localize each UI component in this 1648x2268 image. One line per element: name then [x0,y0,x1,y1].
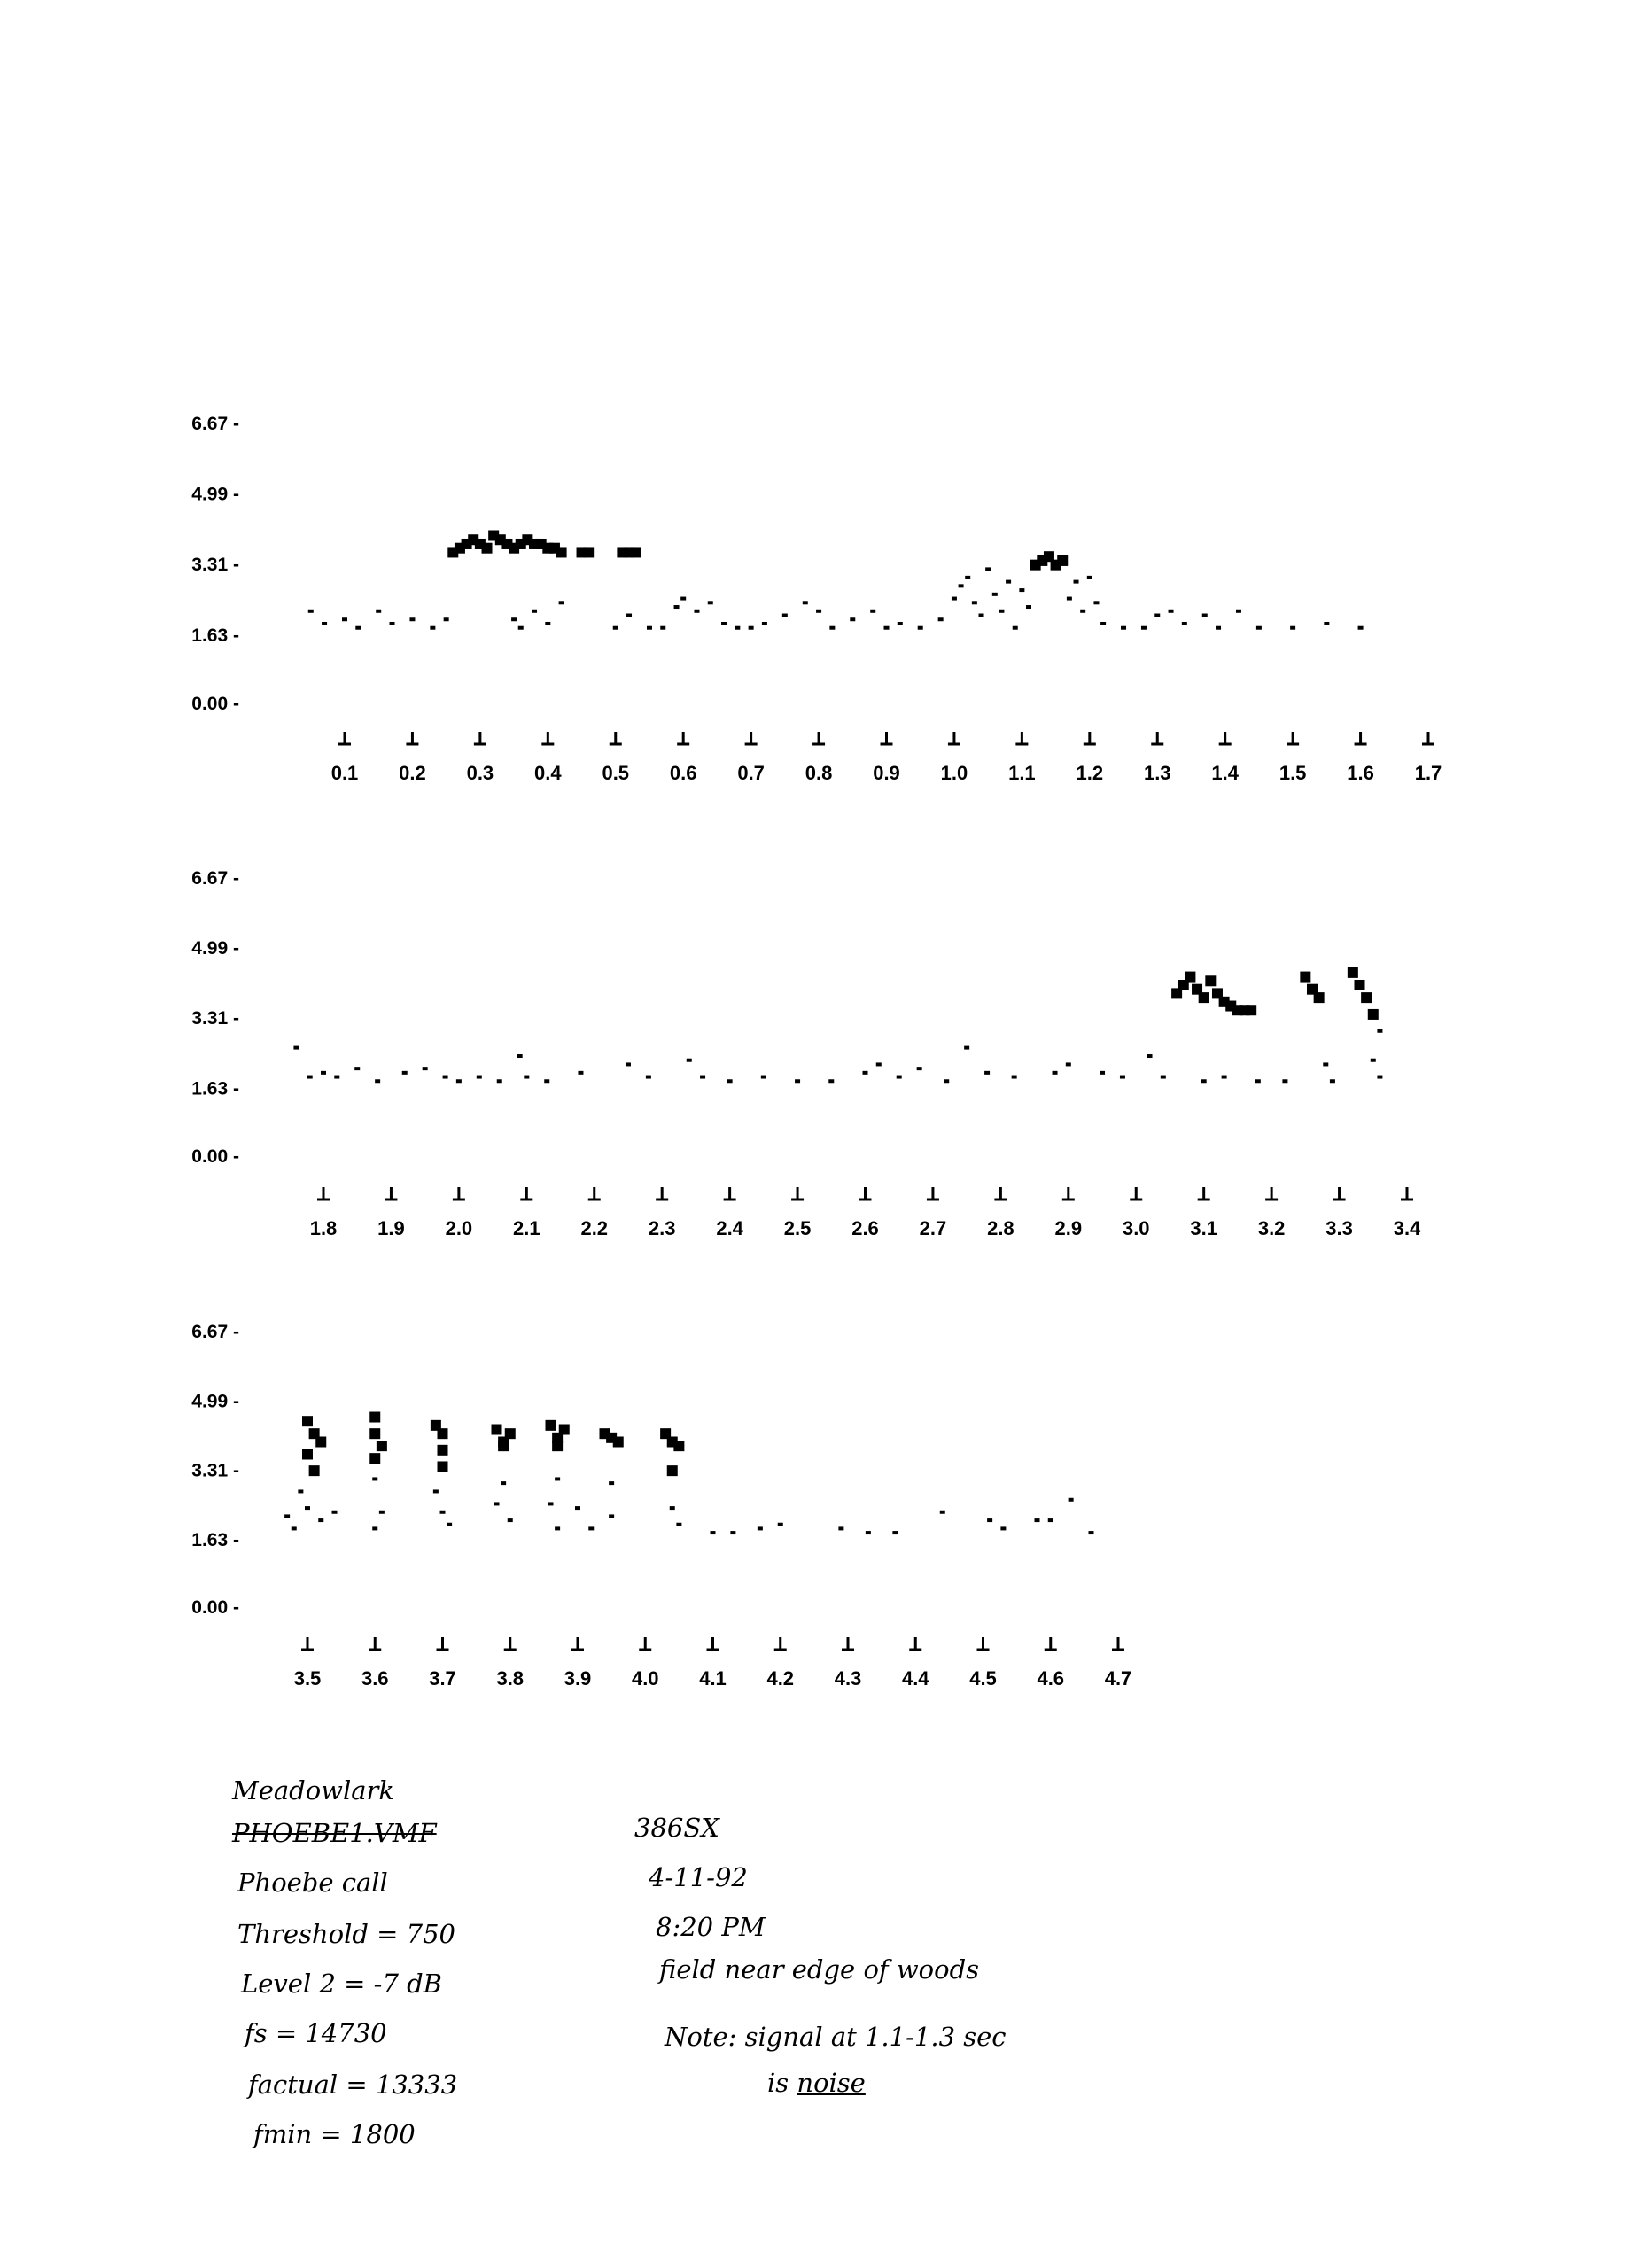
data-point [379,1511,385,1514]
data-point [782,614,788,617]
data-point [430,626,435,630]
note-time: 8:20 PM [656,1912,766,1942]
note-call: Phoebe call [237,1868,388,1898]
data-point [369,1412,380,1423]
data-point [298,1489,303,1493]
data-point [1246,1005,1256,1015]
data-point [1120,1076,1125,1079]
data-point [511,617,517,621]
data-point [548,1502,554,1505]
y-tick-label: 6.67 - [191,414,239,434]
data-point [355,626,361,630]
data-point [354,1067,360,1070]
x-tick-label: 2.7 [919,1217,947,1239]
x-tick-label: 4.7 [1104,1667,1132,1689]
data-point [440,1511,446,1514]
data-point [583,547,594,557]
data-point [334,1076,339,1079]
data-point [1100,1071,1105,1075]
data-point [1057,555,1068,566]
chart-panel-3 [191,1322,1131,1689]
data-point [1087,576,1092,579]
y-tick-label: 6.67 - [191,1322,239,1342]
data-point [762,622,767,625]
data-point [631,547,641,557]
data-point [482,543,493,554]
data-point [964,1046,969,1050]
y-tick-label: 0.00 - [191,1146,239,1167]
note-noise-word: noise [797,2068,866,2098]
data-point [761,1076,766,1079]
data-point [984,1071,990,1075]
x-tick-label: 0.1 [330,762,359,784]
x-tick-label: 3.7 [429,1667,456,1689]
data-point [544,1079,549,1083]
data-point [828,1079,834,1083]
x-tick-label: 3.4 [1393,1217,1421,1239]
data-point [735,626,740,630]
data-point [1100,622,1106,625]
data-point [1354,980,1364,990]
data-point [898,622,903,625]
x-tick-label: 3.8 [496,1667,525,1689]
x-tick-label: 0.9 [873,762,900,784]
data-point [309,1465,320,1476]
y-tick-label: 1.63 - [191,1529,239,1550]
data-point [609,1514,614,1518]
x-tick-label: 3.3 [1325,1217,1353,1239]
note-noise-prefix: is [767,2068,797,2098]
x-tick-label: 0.7 [737,762,765,784]
x-tick-label: 2.6 [851,1217,879,1239]
data-point [838,1526,843,1530]
chart-panel-2 [191,868,1421,1239]
note-factual: factual = 13333 [248,2070,458,2100]
data-point [376,610,381,613]
note-fs: fs = 14730 [245,2018,387,2048]
x-tick-label: 2.1 [513,1217,540,1239]
x-tick-label: 4.6 [1037,1667,1065,1689]
data-point [727,1079,733,1083]
data-point [876,1062,882,1066]
x-tick-label: 1.9 [377,1217,405,1239]
data-point [546,1420,556,1431]
note-struck-filename: PHOEBE1.VMF [232,1818,437,1848]
data-point [302,1449,313,1459]
x-tick-label: 3.6 [361,1667,389,1689]
data-point [1053,1071,1058,1075]
y-tick-label: 1.63 - [191,1078,239,1099]
data-point [985,567,991,571]
data-point [1202,614,1208,617]
x-tick-label: 0.3 [466,762,494,784]
data-point [938,617,944,621]
data-point [673,1441,684,1451]
data-point [1069,1498,1074,1502]
x-tick-label: 0.4 [534,762,562,784]
data-point [730,1531,735,1534]
note-species: Meadowlark [232,1775,394,1806]
data-point [1066,1062,1071,1066]
data-point [477,1076,482,1079]
x-tick-label: 1.2 [1076,762,1104,784]
data-point [1026,605,1031,609]
data-point [292,1526,297,1530]
x-tick-label: 1.7 [1414,762,1442,784]
data-point [1300,972,1310,983]
data-point [795,1079,800,1083]
data-point [892,1531,898,1534]
data-point [305,1506,310,1510]
data-point [1074,580,1079,584]
y-tick-label: 4.99 - [191,1391,239,1412]
data-point [444,617,449,621]
data-point [1089,1531,1094,1534]
data-point [694,610,699,613]
data-point [433,1489,439,1493]
y-tick-label: 0.00 - [191,694,239,714]
data-point [1290,626,1295,630]
data-point [758,1526,763,1530]
data-point [660,626,665,630]
data-point [1324,622,1329,625]
data-point [559,1425,570,1435]
x-tick-label: 2.9 [1054,1217,1083,1239]
note-noise [767,2068,866,2098]
data-point [609,1481,614,1485]
data-point [626,1062,631,1066]
y-tick-label: 0.00 - [191,1597,239,1618]
data-point [1147,1054,1153,1058]
x-tick-label: 2.0 [445,1217,473,1239]
x-tick-label: 3.1 [1190,1217,1217,1239]
data-point [578,1071,583,1075]
data-point [447,1523,452,1526]
data-point [552,1441,563,1451]
data-point [438,1428,448,1439]
data-point [870,610,875,613]
data-point [307,1076,313,1079]
data-point [545,622,550,625]
data-point [708,601,713,604]
data-point [863,1071,868,1075]
data-point [377,1441,387,1451]
data-point [1154,614,1160,617]
data-point [1019,588,1024,592]
data-point [1080,610,1085,613]
x-tick-label: 2.2 [580,1217,609,1239]
note-level: Level 2 = -7 dB [241,1969,442,1999]
data-point [390,622,395,625]
data-point [372,1526,377,1530]
data-point [749,626,754,630]
data-point [498,1441,509,1451]
x-tick-label: 1.3 [1143,762,1171,784]
data-point [501,1481,506,1485]
data-point [803,601,808,604]
data-point [575,1506,580,1510]
data-point [1199,992,1209,1003]
y-tick-label: 1.63 - [191,625,239,646]
data-point [308,610,314,613]
data-point [992,593,998,596]
data-point [1236,610,1241,613]
data-point [369,1428,380,1439]
data-point [613,626,618,630]
data-point [829,626,835,630]
data-point [588,1526,594,1530]
data-point [524,1076,529,1079]
x-tick-label: 3.5 [293,1667,322,1689]
data-point [375,1079,380,1083]
data-point [1182,622,1187,625]
data-point [1006,580,1011,584]
data-point [1377,1076,1382,1079]
data-point [402,1071,408,1075]
data-point [1121,626,1126,630]
data-point [940,1511,945,1514]
x-tick-label: 1.0 [940,762,968,784]
y-tick-label: 4.99 - [191,938,239,959]
note-fmin: fmin = 1800 [253,2119,416,2149]
data-point [409,617,415,621]
data-point [944,1079,949,1083]
x-tick-label: 4.3 [834,1667,862,1689]
y-tick-label: 3.31 - [191,555,239,576]
data-point [884,626,890,630]
data-point [866,1531,871,1534]
y-tick-label: 3.31 - [191,1008,239,1029]
data-point [680,597,686,601]
x-tick-label: 1.8 [309,1217,338,1239]
data-point [670,1506,675,1510]
x-tick-label: 2.5 [783,1217,812,1239]
data-point [972,601,977,604]
data-point [999,610,1004,613]
data-point [438,1445,448,1456]
data-point [1012,1076,1017,1079]
data-point [1358,626,1364,630]
x-tick-label: 0.5 [602,762,630,784]
data-point [1169,610,1174,613]
data-point [438,1461,448,1472]
data-point [700,1076,705,1079]
data-point [443,1076,448,1079]
data-point [959,584,964,587]
data-point [494,1502,500,1505]
x-tick-label: 0.6 [669,762,697,784]
data-point [321,1071,326,1075]
data-point [372,1477,377,1480]
chart-panel-1 [191,414,1442,784]
data-point [1161,1076,1166,1079]
data-point [667,1465,678,1476]
note-computer: 386SX [634,1813,719,1843]
data-point [979,614,984,617]
x-tick-label: 4.2 [766,1667,795,1689]
data-point [517,1054,523,1058]
note-location: field near edge of woods [659,1954,980,1984]
data-point [1330,1079,1335,1083]
x-tick-label: 1.5 [1279,762,1307,784]
data-point [456,1079,462,1083]
x-tick-label: 0.2 [399,762,426,784]
data-point [559,601,564,604]
data-point [965,576,970,579]
data-point [1205,975,1216,986]
data-point [687,1059,692,1062]
y-tick-label: 6.67 - [191,868,239,889]
data-point [518,626,524,630]
data-point [1141,626,1147,630]
data-point [556,547,567,557]
data-point [778,1523,783,1526]
data-point [987,1518,992,1522]
data-point [647,626,652,630]
data-point [532,610,537,613]
data-point [342,617,347,621]
data-point [1185,972,1195,983]
data-point [1314,992,1325,1003]
data-point [1371,1059,1376,1062]
x-tick-label: 2.4 [716,1217,743,1239]
data-point [626,614,632,617]
x-tick-label: 1.4 [1211,762,1239,784]
x-tick-label: 1.1 [1008,762,1036,784]
data-point [1035,1518,1040,1522]
data-point [674,605,680,609]
data-point [1067,597,1072,601]
data-point [1222,1076,1227,1079]
x-tick-label: 3.9 [564,1667,592,1689]
data-point [897,1076,902,1079]
y-tick-label: 3.31 - [191,1460,239,1481]
x-tick-label: 3.0 [1122,1217,1150,1239]
data-point [369,1453,380,1464]
data-point [1368,1009,1379,1020]
data-point [917,1067,922,1070]
y-tick-label: 4.99 - [191,484,239,505]
data-point [1377,1029,1382,1033]
data-point [1216,626,1221,630]
data-point [1048,1518,1053,1522]
data-point [1348,967,1358,978]
data-point [1013,626,1018,630]
data-point [322,622,327,625]
data-point [497,1079,502,1083]
data-point [918,626,923,630]
data-point [721,622,727,625]
x-tick-label: 0.8 [805,762,833,784]
data-point [850,617,855,621]
x-tick-label: 4.4 [901,1667,929,1689]
data-point [1255,1079,1261,1083]
data-point [293,1046,299,1050]
x-tick-label: 2.3 [648,1217,676,1239]
data-point [1093,601,1099,604]
x-tick-label: 1.6 [1347,762,1374,784]
x-tick-label: 3.2 [1257,1217,1286,1239]
x-tick-label: 4.1 [699,1667,727,1689]
data-point [302,1416,313,1426]
data-point [613,1436,624,1447]
data-point [646,1076,651,1079]
x-tick-label: 2.8 [987,1217,1014,1239]
data-point [1282,1079,1287,1083]
data-point [318,1518,323,1522]
data-point [816,610,821,613]
data-point [952,597,957,601]
data-point [711,1531,716,1534]
data-point [284,1514,290,1518]
data-point [1361,992,1372,1003]
data-point [1323,1062,1328,1066]
data-point [555,1477,560,1480]
x-tick-label: 4.5 [969,1667,997,1689]
data-point [423,1067,428,1070]
note-threshold: Threshold = 750 [237,1919,455,1949]
data-point [1000,1526,1006,1530]
data-point [332,1511,338,1514]
data-point [315,1436,326,1447]
data-point [555,1526,560,1530]
data-point [1256,626,1262,630]
note-date: 4-11-92 [649,1862,748,1892]
note-signal: Note: signal at 1.1-1.3 sec [665,2022,1007,2052]
data-point [676,1523,681,1526]
data-point [508,1518,513,1522]
x-tick-label: 4.0 [631,1667,659,1689]
data-point [1201,1079,1207,1083]
data-point [505,1428,516,1439]
data-point [492,1425,502,1435]
